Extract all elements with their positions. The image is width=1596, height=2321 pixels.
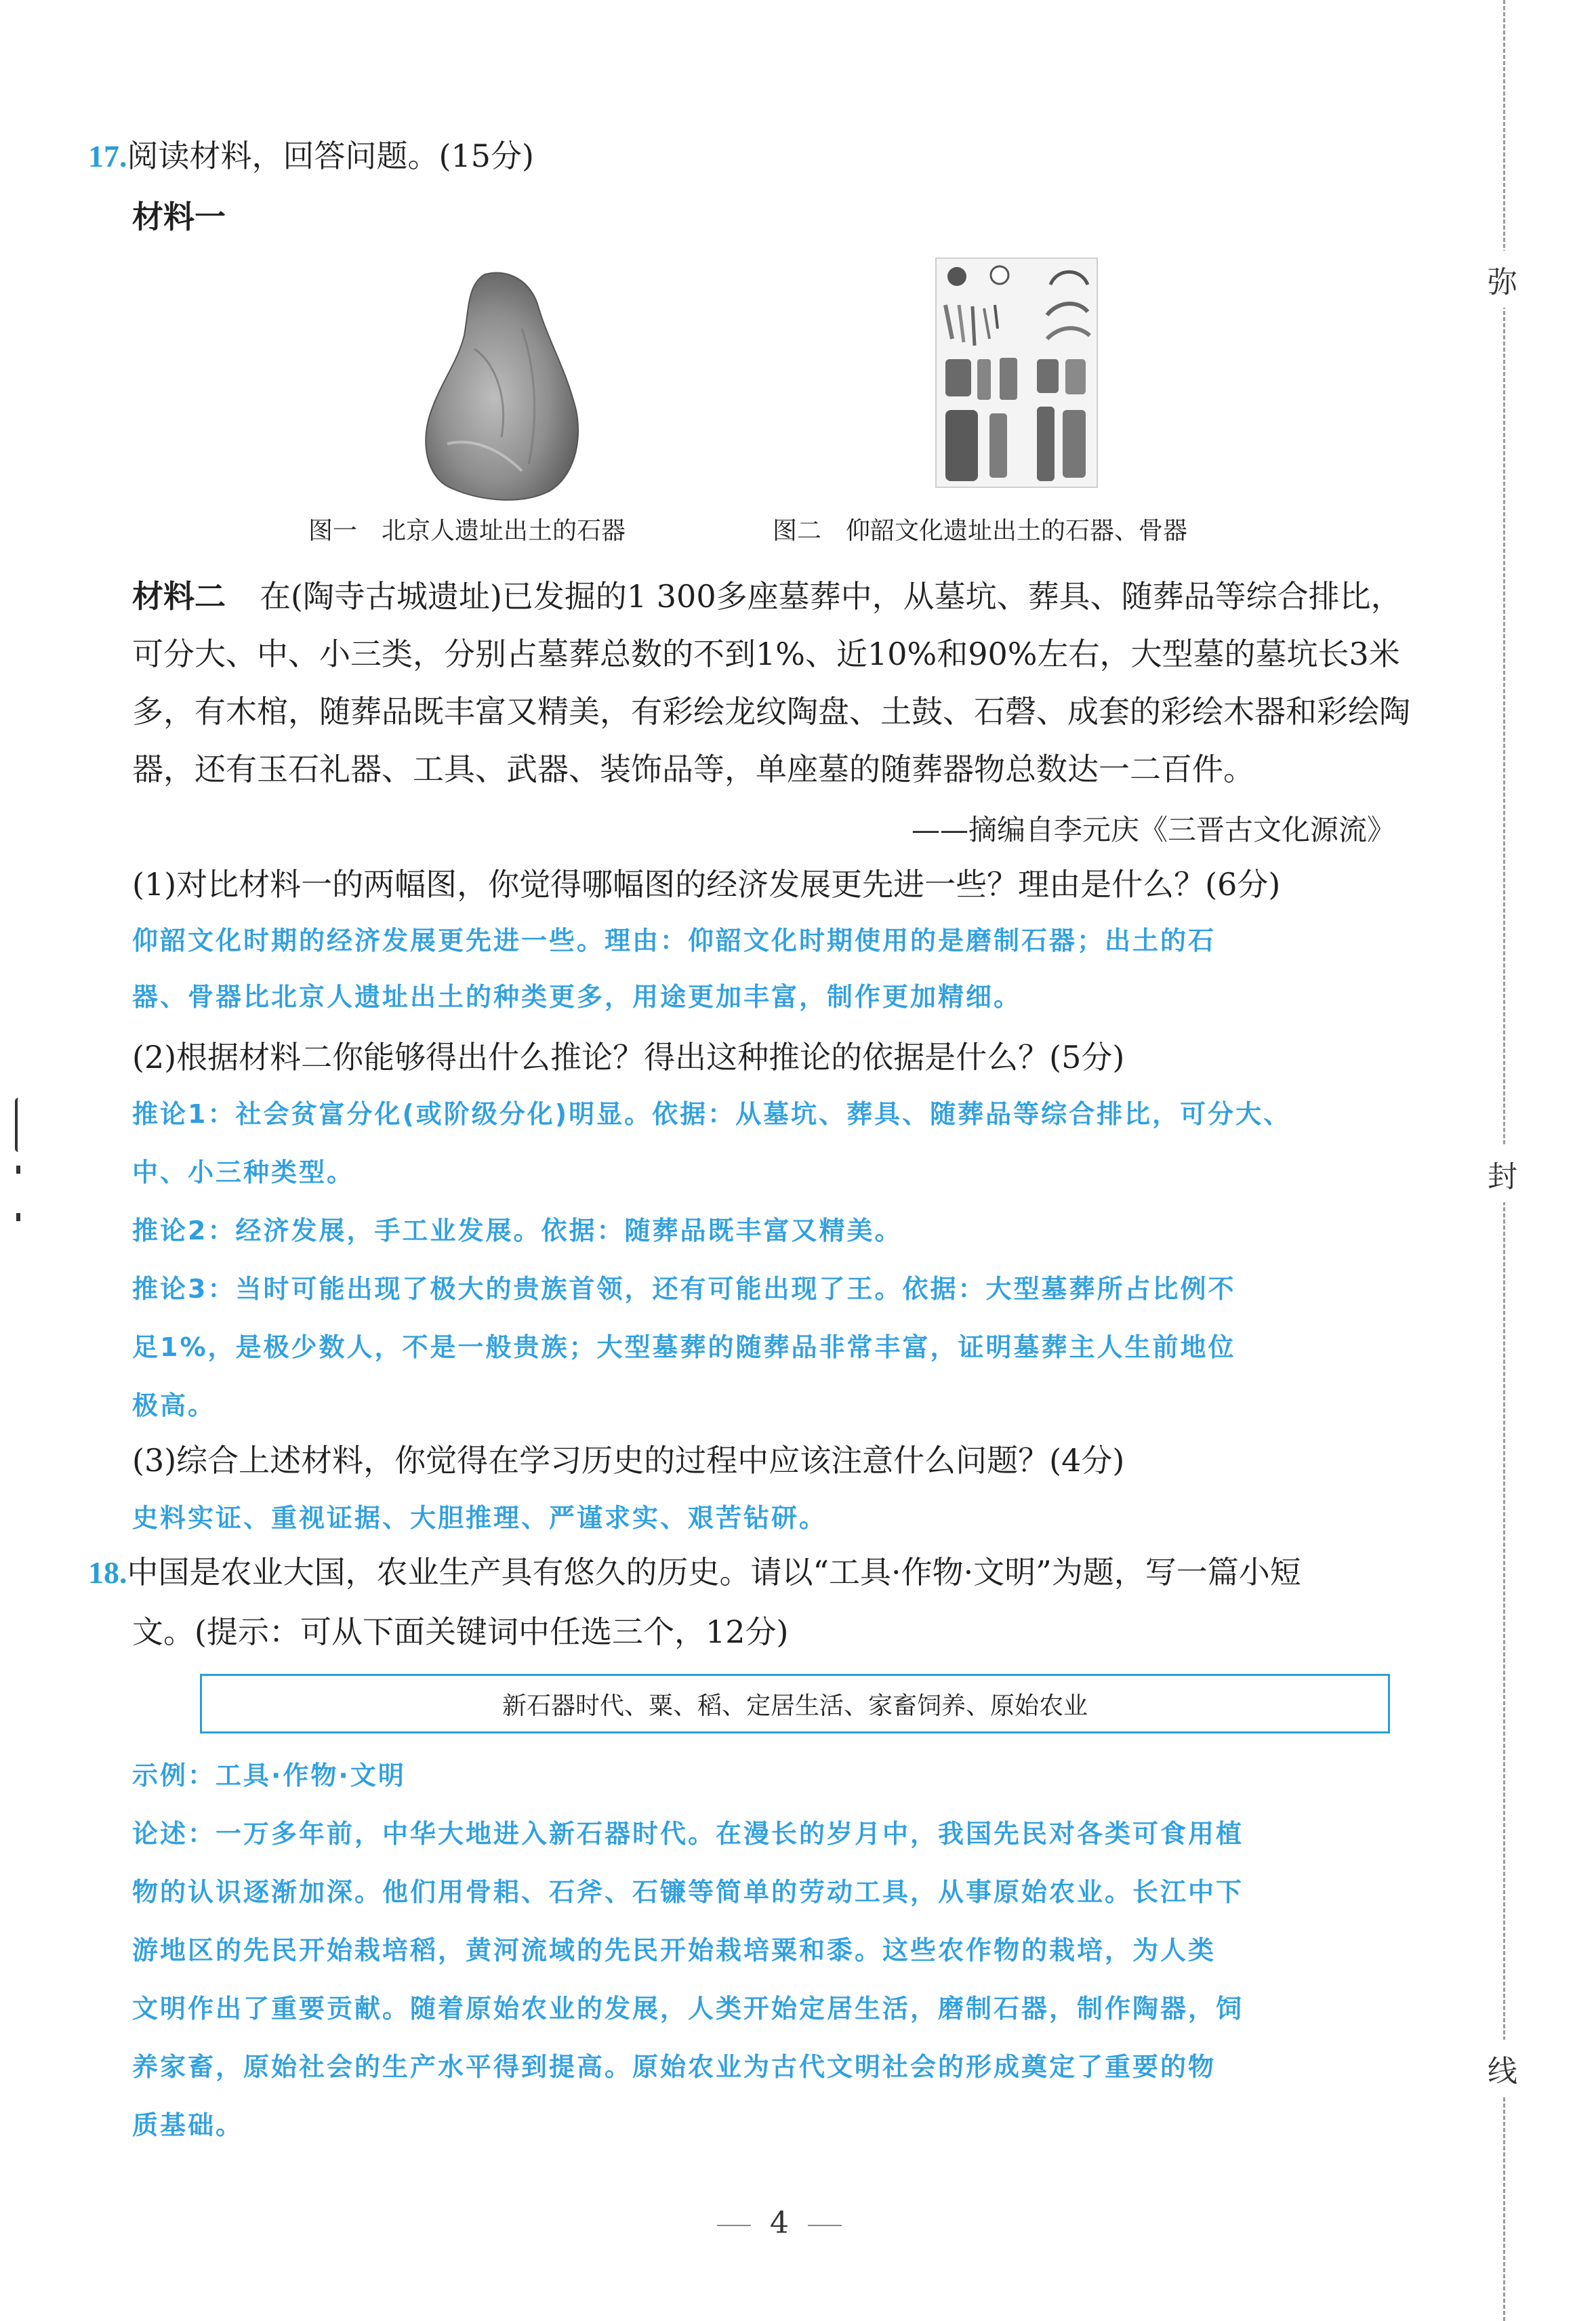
q17-number: 17. bbox=[88, 139, 127, 173]
left-edge-mark bbox=[15, 1098, 22, 1152]
material2-line bbox=[132, 576, 1402, 617]
page-number: 4 bbox=[770, 2206, 789, 2240]
material2-text: 在(陶寺古城遗址)已发掘的1 300多座墓葬中，从墓坑、葬具、随葬品等综合排比， bbox=[260, 578, 1402, 615]
q17-answer3: 史料实证、重视证据、大胆推理、严谨求实、艰苦钻研。 bbox=[132, 1503, 827, 1533]
q18-keyword-box bbox=[200, 1674, 1390, 1733]
footer-dash-left bbox=[717, 2225, 751, 2226]
margin-label-seal-top: 弥 bbox=[1486, 251, 1519, 308]
q18-answer-line: 示例：工具·作物·文明 bbox=[132, 1761, 406, 1790]
material2-line: 多，有木棺，随葬品既丰富又精美，有彩绘龙纹陶盘、土鼓、石磬、成套的彩绘木器和彩绘陶 bbox=[132, 693, 1410, 730]
material2-label: 材料二 bbox=[132, 578, 226, 615]
q17-stem-text: 阅读材料，回答问题。(15分) bbox=[127, 138, 534, 174]
q18-answer-line: 文明作出了重要贡献。随着原始农业的发展，人类开始定居生活，磨制石器，制作陶器，饲 bbox=[132, 1994, 1244, 2024]
q17-answer2-line: 推论2：经济发展，手工业发展。依据：随葬品既丰富又精美。 bbox=[132, 1216, 903, 1246]
figure1-stone-tool-image bbox=[420, 268, 583, 505]
q17-answer2-line: 推论1：社会贫富分化(或阶级分化)明显。依据：从墓坑、葬具、随葬品等综合排比，可分大、 bbox=[132, 1099, 1292, 1129]
margin-label-seal-bottom: 线 bbox=[1486, 2040, 1519, 2097]
q17-answer2-line: 足1%，是极少数人，不是一般贵族；大型墓葬的随葬品非常丰富，证明墓葬主人生前地位 bbox=[132, 1332, 1236, 1362]
q18-stem-text: 中国是农业大国，农业生产具有悠久的历史。请以“工具·作物·文明”为题，写一篇小短 bbox=[127, 1554, 1301, 1590]
q18-answer-line: 养家畜，原始社会的生产水平得到提高。原始农业为古代文明社会的形成奠定了重要的物 bbox=[132, 2052, 1216, 2082]
footer-dash-right bbox=[808, 2225, 842, 2226]
page-footer bbox=[698, 2206, 861, 2240]
figure2-caption: 图二 仰韶文化遗址出土的石器、骨器 bbox=[773, 517, 1188, 545]
q18-number: 18. bbox=[88, 1555, 127, 1590]
q18-keywords: 新石器时代、粟、稻、定居生活、家畜饲养、原始农业 bbox=[502, 1691, 1088, 1720]
q17-answer1-line: 仰韶文化时期的经济发展更先进一些。理由：仰韶文化时期使用的是磨制石器；出土的石 bbox=[132, 926, 1216, 956]
q18-answer-line: 物的认识逐渐加深。他们用骨耜、石斧、石镰等简单的劳动工具，从事原始农业。长江中下 bbox=[132, 1877, 1244, 1907]
q18-answer-line: 论述：一万多年前，中华大地进入新石器时代。在漫长的岁月中，我国先民对各类可食用植 bbox=[132, 1819, 1244, 1849]
q18-answer-line: 游地区的先民开始栽培稻，黄河流域的先民开始栽培粟和黍。这些农作物的栽培，为人类 bbox=[132, 1935, 1216, 1965]
figure2-tools-plate-image bbox=[935, 258, 1098, 488]
q17-sub3: (3)综合上述材料，你觉得在学习历史的过程中应该注意什么问题？(4分) bbox=[132, 1442, 1125, 1479]
q17-answer1-line: 器、骨器比北京人遗址出土的种类更多，用途更加丰富，制作更加精细。 bbox=[132, 982, 1022, 1012]
q18-stem bbox=[88, 1552, 1301, 1593]
q17-sub2: (2)根据材料二你能够得出什么推论？得出这种推论的依据是什么？(5分) bbox=[132, 1039, 1125, 1075]
q17-answer2-line: 中、小三种类型。 bbox=[132, 1157, 355, 1187]
material2-line: 器，还有玉石礼器、工具、武器、装饰品等，单座墓的随葬器物总数达一二百件。 bbox=[132, 751, 1254, 787]
q18-answer-line: 质基础。 bbox=[132, 2110, 244, 2140]
q17-answer2-line: 极高。 bbox=[132, 1391, 216, 1420]
material1-label: 材料一 bbox=[132, 199, 226, 235]
q17-stem bbox=[88, 136, 534, 177]
left-edge-dot bbox=[16, 1166, 20, 1174]
figure1-caption: 图一 北京人遗址出土的石器 bbox=[308, 517, 626, 545]
material2-line: 可分大、中、小三类，分别占墓葬总数的不到1%、近10%和90%左右，大型墓的墓坑长3米 bbox=[132, 636, 1400, 672]
q17-answer2-line: 推论3：当时可能出现了极大的贵族首领，还有可能出现了王。依据：大型墓葬所占比例不 bbox=[132, 1274, 1236, 1304]
q18-stem-line: 文。(提示：可从下面关键词中任选三个，12分) bbox=[132, 1614, 789, 1650]
material2-source: ——摘编自李元庆《三晋古文化源流》 bbox=[912, 813, 1396, 846]
left-edge-dot bbox=[16, 1213, 20, 1221]
margin-label-seal-mid: 封 bbox=[1486, 1145, 1519, 1202]
q17-sub1: (1)对比材料一的两幅图，你觉得哪幅图的经济发展更先进一些？理由是什么？(6分) bbox=[132, 866, 1281, 903]
